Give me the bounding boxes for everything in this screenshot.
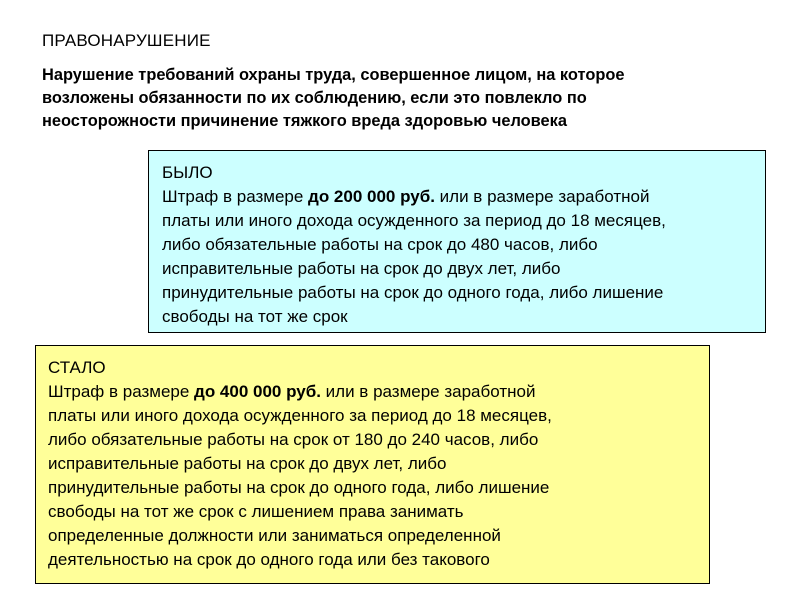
after-line: деятельностью на срок до одного года или без такового	[48, 550, 490, 569]
after-title: СТАЛО	[48, 358, 106, 377]
after-line: исправительные работы на срок до двух лет, либо	[48, 454, 447, 473]
after-line: платы или иного дохода осужденного за период до 18 месяцев,	[48, 406, 552, 425]
before-line: исправительные работы на срок до двух лет, либо	[162, 259, 561, 278]
before-fine-line	[162, 185, 765, 209]
description-line: возложены обязанности по их соблюдению, если это повлекло по	[42, 89, 587, 107]
before-fine-suffix: или в размере заработной	[434, 187, 650, 206]
before-line: либо обязательные работы на срок до 480 часов, либо	[162, 235, 598, 254]
before-line: платы или иного дохода осужденного за период до 18 месяцев,	[162, 211, 666, 230]
before-title: БЫЛО	[162, 163, 213, 182]
before-line: свободы на тот же срок	[162, 307, 348, 326]
description-line: Нарушение требований охраны труда, совершенное лицом, на которое	[42, 66, 625, 84]
slide-heading: ПРАВОНАРУШЕНИЕ	[42, 31, 211, 50]
after-box	[35, 345, 710, 584]
before-fine-amount: до 200 000 руб.	[308, 187, 435, 206]
after-line: принудительные работы на срок до одного года, либо лишение	[48, 478, 550, 497]
after-line: свободы на тот же срок с лишением права занимать	[48, 502, 464, 521]
before-fine-prefix: Штраф в размере	[162, 187, 309, 206]
before-line: принудительные работы на срок до одного года, либо лишение	[162, 283, 664, 302]
after-line: либо обязательные работы на срок от 180 до 240 часов, либо	[48, 430, 539, 449]
after-line: определенные должности или заниматься определенной	[48, 526, 501, 545]
after-fine-prefix: Штраф в размере	[48, 382, 195, 401]
offense-description	[42, 64, 782, 133]
after-fine-amount: до 400 000 руб.	[194, 382, 321, 401]
before-box	[148, 150, 766, 333]
after-fine-suffix: или в размере заработной	[320, 382, 536, 401]
after-fine-line	[48, 380, 709, 404]
description-line: неосторожности причинение тяжкого вреда здоровью человека	[42, 112, 567, 130]
